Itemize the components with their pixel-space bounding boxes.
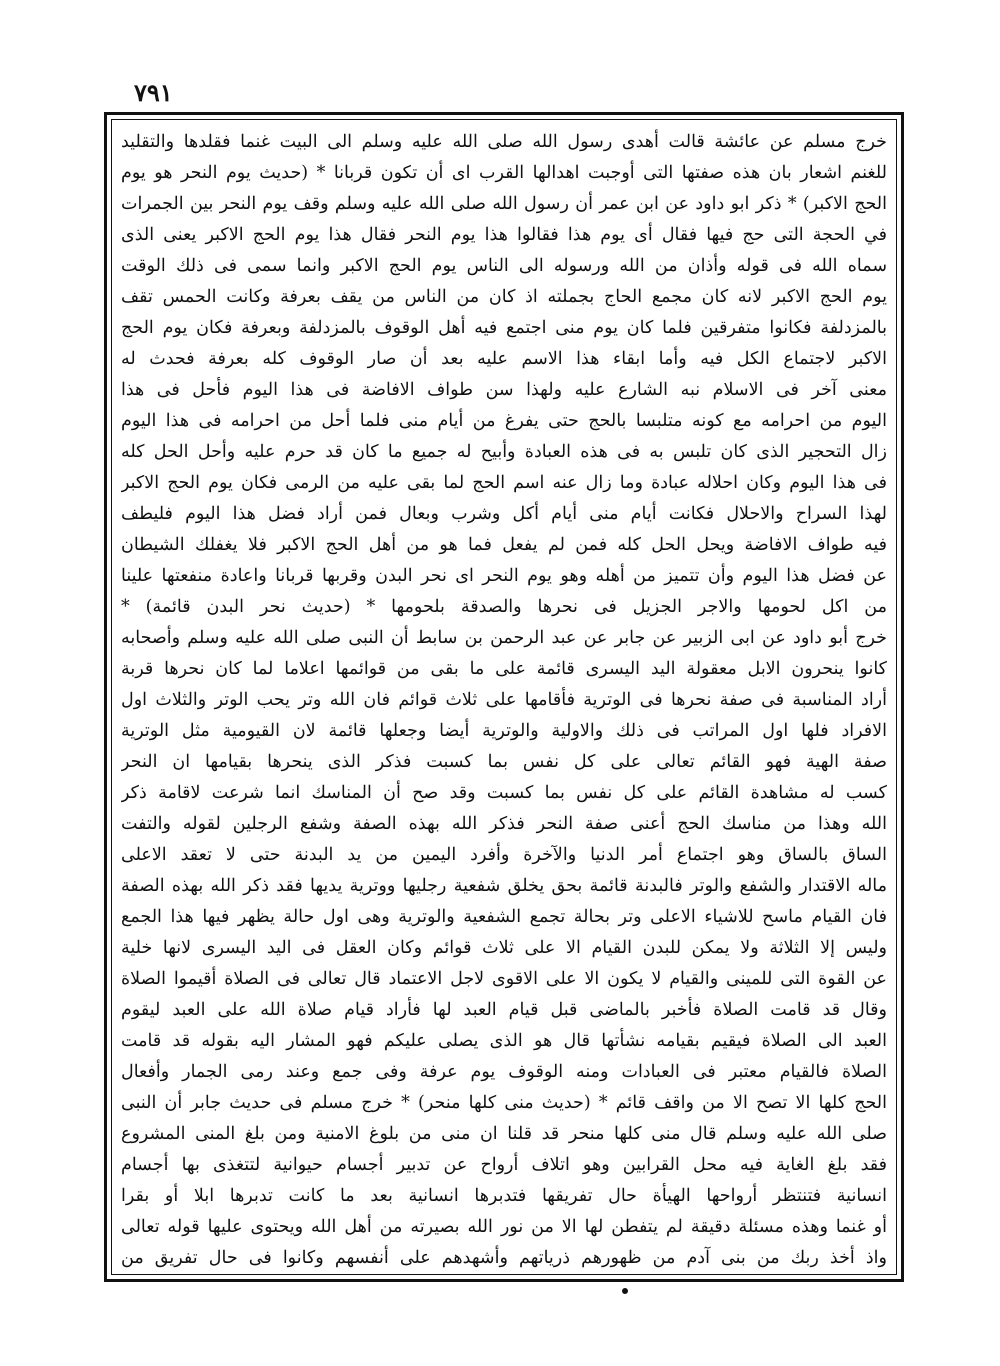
text-line: من اكل لحومها والاجر الجزيل فى نحرها والصدقة بلحومها * (حديث نحر البدن قائمة) *: [121, 597, 887, 617]
text-line: ماله الاقتدار والشفع والوتر فالبدنة قائمة بحق يخلق شفعية رجليها ووترية يديها فقد ذكر الله بهذه الصفة: [121, 876, 887, 896]
text-line: أو غنما وهذه مسئلة دقيقة لم يتفطن لها الا من نور الله بصيرته من أهل الله ويحتوى عليها قوله تعالى: [121, 1217, 887, 1237]
text-line: عن فضل هذا اليوم وأن تتميز من أهله وهو يوم النحر اى نحر البدن وقربها قربانا واعادة منفعتها علينا: [121, 566, 887, 586]
text-line: كانوا ينحرون الابل معقولة اليد اليسرى قائمة على ما بقى من قوائمها اعلاما لما كان نحرها قربة: [121, 659, 887, 679]
page-number: ٧٩١: [134, 78, 173, 107]
text-line: معنى آخر فى الاسلام نبه الشارع عليه ولهذا سن طواف الافاضة فى هذا اليوم فأحل فى هذا: [121, 380, 887, 400]
text-line: في الحجة التى حج فيها فقال أى يوم هذا فقالوا هذا يوم النحر فقال هذا يوم الحج الاكبر يعنى الذى: [121, 225, 887, 245]
text-line: الحج الاكبر) * ذكر ابو داود عن ابن عمر أن رسول الله صلى الله عليه وسلم وقف يوم النحر بين الجمرات: [121, 194, 887, 214]
text-block: [121, 127, 887, 1269]
text-line: يوم الحج الاكبر لانه كان مجمع الحاج بجملته اذ كان من الناس من يقف بعرفة وكانت الحمس تقف: [121, 287, 887, 307]
text-line: الحج كلها الا تصح الا من واقف قائم * (حديث منى كلها منحر) * خرج مسلم فى حديث جابر أن النبى: [121, 1093, 887, 1113]
text-line: زال التحجير الذى كان تلبس به فى هذه العبادة وأبيح له جميع ما كان قد حرم عليه وأحل الحل كله: [121, 442, 887, 462]
text-line: الساق بالساق وهو اجتماع أمر الدنيا والآخرة وأفرد اليمين من يد البدنة حتى لا تعقد الاعلى: [121, 845, 887, 865]
text-line: اليوم من احرامه مع كونه متلبسا بالحج حتى يفرغ من أيام منى فلما أحل من احرامه فى هذا اليوم: [121, 411, 887, 431]
text-line: كسب له مشاهدة القائم على كل نفس بما كسبت وقد صح أن المناسك انما شرعت لاقامة ذكر: [121, 783, 887, 803]
text-line: الاكبر لاجتماع الكل فيه وأما ابقاء هذا الاسم عليه بعد أن صار الوقوف كله بعرفة فحدث له: [121, 349, 887, 369]
text-line: للغنم اشعار بان هذه صفتها التى أوجبت اهدالها القرب اى أن تكون قربانا * (حديث يوم النحر هو يوم: [121, 163, 887, 183]
text-line: صفة الهية فهو القائم تعالى على كل نفس بما كسبت فذكر الذى ينحرها بقيامها ان النحر: [121, 752, 887, 772]
text-line: فى هذا اليوم وكان احلاله عبادة وما زال عنه اسم الحج لما بقى عليه من الرمى فكان يوم الحج الاكبر: [121, 473, 887, 493]
text-line: عن القوة التى للمينى والقيام لا يكون الا على الاقوى لاجل الاعتماد قال تعالى فى الصلاة أقيموا الصلاة: [121, 969, 887, 989]
text-line: فان القيام ماسح للاشياء الاعلى وتر بحالة تجمع الشفعية والوترية وهى اول حالة يظهر فيها هذا الجمع: [121, 907, 887, 927]
text-line: صلى الله عليه وسلم قال منى كلها منحر قد قلنا ان منى من بلوغ الامنية ومن بلغ المنى المشروع: [121, 1124, 887, 1144]
text-line: خرج مسلم عن عائشة قالت أهدى رسول الله صلى الله عليه وسلم الى البيت غنما فقلدها والتقليد: [121, 132, 887, 152]
text-line: وقال قد قامت الصلاة فأخبر بالماضى قبل قيام العبد لها فأراد قيام صلاة الله على العبد ليقوم: [121, 1000, 887, 1020]
text-line: فيه طواف الافاضة ويحل الحل كله فمن لم يفعل فما هو من أهل الحج الاكبر فلا يغفلك الشيطان: [121, 535, 887, 555]
text-line: سماه الله فى قوله وأذان من الله ورسوله الى الناس يوم الحج الاكبر وانما سمى فى ذلك الوقت: [121, 256, 887, 276]
text-line: فقد بلغ الغاية فيه محل القرابين وهو اتلاف أرواح عن تدبير أجسام حيوانية لتتغذى بها أجسام: [121, 1155, 887, 1175]
text-line: أراد المناسبة فى صفة نحرها فى الوترية فأقامها على ثلاث قوائم فان الله وتر يحب الوتر والثلاث اول: [121, 690, 887, 710]
text-line: العبد الى الصلاة فيقيم بقيامه نشأتها قال هو الذى يصلى عليكم فهو المشار اليه بقوله قد قامت: [121, 1031, 887, 1051]
text-line: بالمزدلفة فكانوا متفرقين فلما كان يوم منى اجتمع فيه أهل الوقوف بالمزدلفة وبعرفة فكان يوم الحج: [121, 318, 887, 338]
text-line: لهذا السراح والاحلال فكانت أيام منى أيام أكل وشرب وبعال فمن أراد فضل هذا اليوم فليطف: [121, 504, 887, 524]
text-frame: [104, 112, 904, 1282]
text-line: واذ أخذ ربك من بنى آدم من ظهورهم ذرياتهم وأشهدهم على أنفسهم وكانوا فى حال تفريق من: [121, 1248, 887, 1268]
text-line: خرج أبو داود عن ابى الزبير عن جابر عن عبد الرحمن بن سابط أن النبى صلى الله عليه وسلم وأصحابه: [121, 628, 887, 648]
text-line: وليس إلا الثلاثة ولا يمكن للبدن القيام الا على ثلاث قوائم وكان العقل فى اليد اليسرى لانها خلية: [121, 938, 887, 958]
text-line: الافراد فلها اول المراتب فى ذلك والاولية والوترية أيضا وجعلها قائمة لان القيومية مثل الوترية: [121, 721, 887, 741]
footer-mark: [622, 1288, 628, 1294]
text-line: الله وهذا من مناسك الحج أعنى صفة النحر فذكر الله بهذه الصفة وشفع الرجلين لقوله والتفت: [121, 814, 887, 834]
text-line: الصلاة فالقيام معتبر فى العبادات ومنه الوقوف يوم عرفة وفى جمع وعند رمى الجمار وأفعال: [121, 1062, 887, 1082]
text-line: انسانية فتنتظر أرواحها الهيأة حال تفريقها فتدبرها انسانية بعد ما كانت تدبرها ابلا أو بقرا: [121, 1186, 887, 1206]
